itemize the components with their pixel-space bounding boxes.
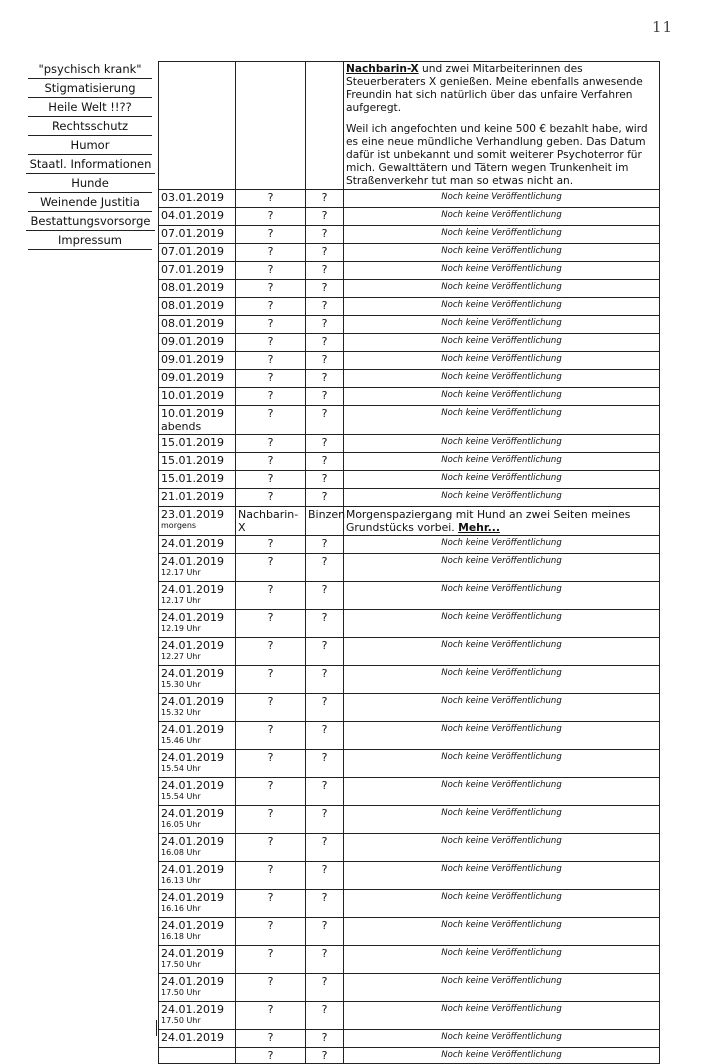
- table-row: [159, 694, 660, 722]
- table-row: [159, 471, 660, 489]
- table-row: [159, 352, 660, 370]
- cell-place: ?: [306, 453, 344, 471]
- cell-place: ?: [306, 435, 344, 453]
- cell-place: ?: [306, 862, 344, 890]
- cell-place: ?: [306, 316, 344, 334]
- cell-description: Noch keine Veröffentlichung: [344, 262, 660, 280]
- cell-person: ?: [236, 638, 306, 666]
- table-row: [159, 1030, 660, 1048]
- cell-place: ?: [306, 778, 344, 806]
- cell-description: Noch keine Veröffentlichung: [344, 298, 660, 316]
- cell-description: Noch keine Veröffentlichung: [344, 946, 660, 974]
- cell-description: Noch keine Veröffentlichung: [344, 1048, 660, 1064]
- table-row: [159, 1048, 660, 1064]
- table-row: [159, 890, 660, 918]
- incident-table: [158, 61, 660, 1064]
- cell-person: ?: [236, 1002, 306, 1030]
- cell-date: 24.01.2019 16.16 Uhr: [159, 890, 236, 918]
- cell-person: ?: [236, 352, 306, 370]
- cell-date: 09.01.2019: [159, 352, 236, 370]
- table-row: [159, 582, 660, 610]
- cell-description: Noch keine Veröffentlichung: [344, 862, 660, 890]
- cell-date: 24.01.2019: [159, 536, 236, 554]
- cell-place: ?: [306, 244, 344, 262]
- cell-date: 08.01.2019: [159, 280, 236, 298]
- table-row: [159, 262, 660, 280]
- intro-text: Nachbarin-X und zwei Mitarbeiterinnen des Steuerberaters X genießen. Meine ebenfalls anwesende Freundin hat sich natürlich über das unfaire Verfahren aufgeregt. Weil ich angefochten und keine 500 € bezahlt habe, wird es eine neue mündliche Verhandlung geben. Das Datum dafür ist unbekannt und somit weiterer Psychoterror für mich. Gewalttätern und Tätern wegen Trunkenheit im Straßenverkehr tut man so etwas nicht an.: [344, 62, 660, 190]
- cell-person: Nachbarin-X: [236, 507, 306, 536]
- cell-date: 23.01.2019 morgens: [159, 507, 236, 536]
- cell-person: ?: [236, 489, 306, 507]
- cell-person: ?: [236, 190, 306, 208]
- table-row: [159, 208, 660, 226]
- cell-person: ?: [236, 946, 306, 974]
- cell-date: 24.01.2019 12.17 Uhr: [159, 554, 236, 582]
- cell-description: Noch keine Veröffentlichung: [344, 244, 660, 262]
- cell-date: 24.01.2019 16.13 Uhr: [159, 862, 236, 890]
- cell-description: Noch keine Veröffentlichung: [344, 316, 660, 334]
- table-row: [159, 244, 660, 262]
- nav-item-heile-welt[interactable]: Heile Welt !!??: [28, 100, 152, 117]
- intro-row: [159, 62, 660, 190]
- nav-item-hunde[interactable]: Hunde: [28, 176, 152, 193]
- table-row: [159, 1002, 660, 1030]
- cell-description: Noch keine Veröffentlichung: [344, 489, 660, 507]
- page-mark: 11: [652, 18, 674, 36]
- cell-place: ?: [306, 370, 344, 388]
- cell-person: ?: [236, 280, 306, 298]
- cell-description: Noch keine Veröffentlichung: [344, 536, 660, 554]
- cell-date: 24.01.2019 15.30 Uhr: [159, 666, 236, 694]
- table-row: [159, 190, 660, 208]
- cell-person: ?: [236, 666, 306, 694]
- cell-place: ?: [306, 1030, 344, 1048]
- cell-place: ?: [306, 890, 344, 918]
- cell-date: 24.01.2019 15.54 Uhr: [159, 778, 236, 806]
- cell-date: 15.01.2019: [159, 453, 236, 471]
- cell-place: ?: [306, 750, 344, 778]
- cell-time: 12.17 Uhr: [161, 568, 201, 577]
- cell-place: ?: [306, 610, 344, 638]
- cell-description: Noch keine Veröffentlichung: [344, 722, 660, 750]
- cell-place: ?: [306, 298, 344, 316]
- cell-person: ?: [236, 370, 306, 388]
- cell-description: Noch keine Veröffentlichung: [344, 694, 660, 722]
- table-row: [159, 778, 660, 806]
- cell-place: ?: [306, 806, 344, 834]
- cell-person: ?: [236, 298, 306, 316]
- table-row: [159, 406, 660, 435]
- cell-date: 24.01.2019 17.50 Uhr: [159, 1002, 236, 1030]
- cell-place: ?: [306, 974, 344, 1002]
- cell-time: 15.32 Uhr: [161, 708, 201, 717]
- table-row: [159, 370, 660, 388]
- cell-place: ?: [306, 638, 344, 666]
- nav-item-impressum[interactable]: Impressum: [28, 233, 152, 250]
- cell-time: 16.16 Uhr: [161, 904, 201, 913]
- sidebar-nav: [28, 62, 152, 252]
- cell-date: 10.01.2019: [159, 388, 236, 406]
- cell-time: 16.18 Uhr: [161, 932, 201, 941]
- cell-time: 12.17 Uhr: [161, 596, 201, 605]
- cell-place: ?: [306, 1002, 344, 1030]
- table-row: [159, 507, 660, 536]
- nachbarin-x-link[interactable]: Nachbarin-X: [346, 63, 419, 75]
- cell-place: ?: [306, 536, 344, 554]
- table-edge: [156, 1020, 158, 1036]
- cell-description: Noch keine Veröffentlichung: [344, 280, 660, 298]
- cell-description: Noch keine Veröffentlichung: [344, 471, 660, 489]
- table-row: [159, 316, 660, 334]
- cell-date: 15.01.2019: [159, 471, 236, 489]
- cell-person: ?: [236, 694, 306, 722]
- cell-person: ?: [236, 918, 306, 946]
- cell-place: ?: [306, 280, 344, 298]
- table-row: [159, 806, 660, 834]
- cell-person: ?: [236, 1048, 306, 1064]
- cell-description: Noch keine Veröffentlichung: [344, 190, 660, 208]
- cell-time: 12.27 Uhr: [161, 652, 201, 661]
- cell-place: ?: [306, 666, 344, 694]
- nav-item-psychisch-krank[interactable]: "psychisch krank": [28, 62, 152, 79]
- table-row: [159, 226, 660, 244]
- cell-person: ?: [236, 471, 306, 489]
- table-row: [159, 536, 660, 554]
- cell-person: ?: [236, 226, 306, 244]
- cell-place: ?: [306, 262, 344, 280]
- cell-place: Binzen: [306, 507, 344, 536]
- cell-person: ?: [236, 388, 306, 406]
- cell-person: ?: [236, 1030, 306, 1048]
- cell-person: ?: [236, 610, 306, 638]
- cell-person: ?: [236, 554, 306, 582]
- cell-date: 03.01.2019: [159, 190, 236, 208]
- cell-description: Noch keine Veröffentlichung: [344, 1030, 660, 1048]
- cell-person: ?: [236, 435, 306, 453]
- cell-date: 08.01.2019: [159, 316, 236, 334]
- cell-place: ?: [306, 334, 344, 352]
- cell-description: Noch keine Veröffentlichung: [344, 453, 660, 471]
- cell-place: ?: [306, 388, 344, 406]
- cell-date: 24.01.2019 12.27 Uhr: [159, 638, 236, 666]
- table-row: [159, 946, 660, 974]
- cell-description: Noch keine Veröffentlichung: [344, 582, 660, 610]
- table-row: [159, 334, 660, 352]
- cell-place: ?: [306, 489, 344, 507]
- cell-person: ?: [236, 974, 306, 1002]
- cell-person: ?: [236, 244, 306, 262]
- table-row: [159, 610, 660, 638]
- cell-date: 24.01.2019 15.46 Uhr: [159, 722, 236, 750]
- cell-date: 04.01.2019: [159, 208, 236, 226]
- cell-time: 15.30 Uhr: [161, 680, 201, 689]
- cell-place: ?: [306, 190, 344, 208]
- cell-description: Noch keine Veröffentlichung: [344, 806, 660, 834]
- table-row: [159, 862, 660, 890]
- cell-description: Noch keine Veröffentlichung: [344, 352, 660, 370]
- cell-place: ?: [306, 722, 344, 750]
- cell-date: 24.01.2019 16.05 Uhr: [159, 806, 236, 834]
- table-row: [159, 974, 660, 1002]
- cell-place: ?: [306, 582, 344, 610]
- nav-item-stigmatisierung[interactable]: Stigmatisierung: [28, 81, 152, 98]
- cell-date: 24.01.2019 17.50 Uhr: [159, 974, 236, 1002]
- cell-date: 24.01.2019 17.50 Uhr: [159, 946, 236, 974]
- table-row: [159, 918, 660, 946]
- cell-date: 24.01.2019 12.17 Uhr: [159, 582, 236, 610]
- cell-date: 24.01.2019 15.54 Uhr: [159, 750, 236, 778]
- cell-date: 07.01.2019: [159, 262, 236, 280]
- cell-description: Noch keine Veröffentlichung: [344, 554, 660, 582]
- table-row: [159, 554, 660, 582]
- table-row: [159, 280, 660, 298]
- cell-place: ?: [306, 406, 344, 435]
- cell-person: ?: [236, 406, 306, 435]
- cell-date: 09.01.2019: [159, 334, 236, 352]
- table-row: [159, 638, 660, 666]
- nav-item-humor[interactable]: Humor: [28, 138, 152, 155]
- cell-description: Noch keine Veröffentlichung: [344, 778, 660, 806]
- cell-date: 10.01.2019 abends: [159, 406, 236, 435]
- nav-item-rechtsschutz[interactable]: Rechtsschutz: [28, 119, 152, 136]
- cell-place: ?: [306, 834, 344, 862]
- cell-date: 24.01.2019 15.32 Uhr: [159, 694, 236, 722]
- cell-description: Noch keine Veröffentlichung: [344, 890, 660, 918]
- cell-date: 24.01.2019: [159, 1030, 236, 1048]
- cell-person: ?: [236, 890, 306, 918]
- cell-person: ?: [236, 582, 306, 610]
- cell-time: 16.08 Uhr: [161, 848, 201, 857]
- cell-place: ?: [306, 1048, 344, 1064]
- cell-person: ?: [236, 778, 306, 806]
- table-row: [159, 453, 660, 471]
- table-row: [159, 666, 660, 694]
- cell-person: ?: [236, 334, 306, 352]
- cell-description: Noch keine Veröffentlichung: [344, 1002, 660, 1030]
- cell-date: 24.01.2019 12.19 Uhr: [159, 610, 236, 638]
- cell-date: 07.01.2019: [159, 226, 236, 244]
- cell-description: Noch keine Veröffentlichung: [344, 974, 660, 1002]
- cell-description: Noch keine Veröffentlichung: [344, 208, 660, 226]
- cell-description: Noch keine Veröffentlichung: [344, 918, 660, 946]
- cell-date: 09.01.2019: [159, 370, 236, 388]
- table-row: [159, 298, 660, 316]
- cell-person: ?: [236, 862, 306, 890]
- cell-time: morgens: [161, 521, 197, 530]
- cell-time: 17.50 Uhr: [161, 1016, 201, 1025]
- cell-place: ?: [306, 352, 344, 370]
- cell-time: 17.50 Uhr: [161, 960, 201, 969]
- table-row: [159, 722, 660, 750]
- cell-description: Morgenspaziergang mit Hund an zwei Seiten meines Grundstücks vorbei. Mehr...: [344, 507, 660, 536]
- cell-time: 17.50 Uhr: [161, 988, 201, 997]
- table-row: [159, 388, 660, 406]
- cell-place: ?: [306, 694, 344, 722]
- table-row: [159, 489, 660, 507]
- cell-place: ?: [306, 918, 344, 946]
- cell-date: 21.01.2019: [159, 489, 236, 507]
- more-link[interactable]: Mehr...: [458, 521, 500, 534]
- cell-person: ?: [236, 262, 306, 280]
- cell-time: 15.54 Uhr: [161, 764, 201, 773]
- cell-time: 15.54 Uhr: [161, 792, 201, 801]
- cell-place: ?: [306, 226, 344, 244]
- cell-date: 07.01.2019: [159, 244, 236, 262]
- cell-description: Noch keine Veröffentlichung: [344, 435, 660, 453]
- nav-item-staatl-informationen[interactable]: Staatl. Informationen: [26, 157, 155, 174]
- cell-time: 12.19 Uhr: [161, 624, 201, 633]
- cell-person: ?: [236, 750, 306, 778]
- cell-description: Noch keine Veröffentlichung: [344, 750, 660, 778]
- table-row: [159, 750, 660, 778]
- cell-description: Noch keine Veröffentlichung: [344, 226, 660, 244]
- cell-description: Noch keine Veröffentlichung: [344, 388, 660, 406]
- cell-time: 15.46 Uhr: [161, 736, 201, 745]
- table-row: [159, 834, 660, 862]
- nav-item-weinende-justitia[interactable]: Weinende Justitia: [28, 195, 152, 212]
- cell-person: ?: [236, 536, 306, 554]
- cell-person: ?: [236, 806, 306, 834]
- table-row: [159, 435, 660, 453]
- cell-description: Noch keine Veröffentlichung: [344, 370, 660, 388]
- cell-date: 08.01.2019: [159, 298, 236, 316]
- cell-date: [159, 1048, 236, 1064]
- nav-item-bestattungsvorsorge[interactable]: Bestattungsvorsorge: [26, 214, 155, 231]
- cell-date: 15.01.2019: [159, 435, 236, 453]
- cell-person: ?: [236, 722, 306, 750]
- cell-place: ?: [306, 554, 344, 582]
- cell-place: ?: [306, 208, 344, 226]
- cell-date: 24.01.2019 16.18 Uhr: [159, 918, 236, 946]
- cell-person: ?: [236, 316, 306, 334]
- cell-place: ?: [306, 946, 344, 974]
- cell-person: ?: [236, 834, 306, 862]
- cell-time: 16.05 Uhr: [161, 820, 201, 829]
- cell-time: abends: [161, 420, 202, 433]
- cell-description: Noch keine Veröffentlichung: [344, 610, 660, 638]
- cell-description: Noch keine Veröffentlichung: [344, 334, 660, 352]
- cell-date: 24.01.2019 16.08 Uhr: [159, 834, 236, 862]
- cell-person: ?: [236, 453, 306, 471]
- cell-place: ?: [306, 471, 344, 489]
- cell-description: Noch keine Veröffentlichung: [344, 406, 660, 435]
- cell-time: 16.13 Uhr: [161, 876, 201, 885]
- cell-description: Noch keine Veröffentlichung: [344, 666, 660, 694]
- cell-description: Noch keine Veröffentlichung: [344, 834, 660, 862]
- cell-person: ?: [236, 208, 306, 226]
- cell-description: Noch keine Veröffentlichung: [344, 638, 660, 666]
